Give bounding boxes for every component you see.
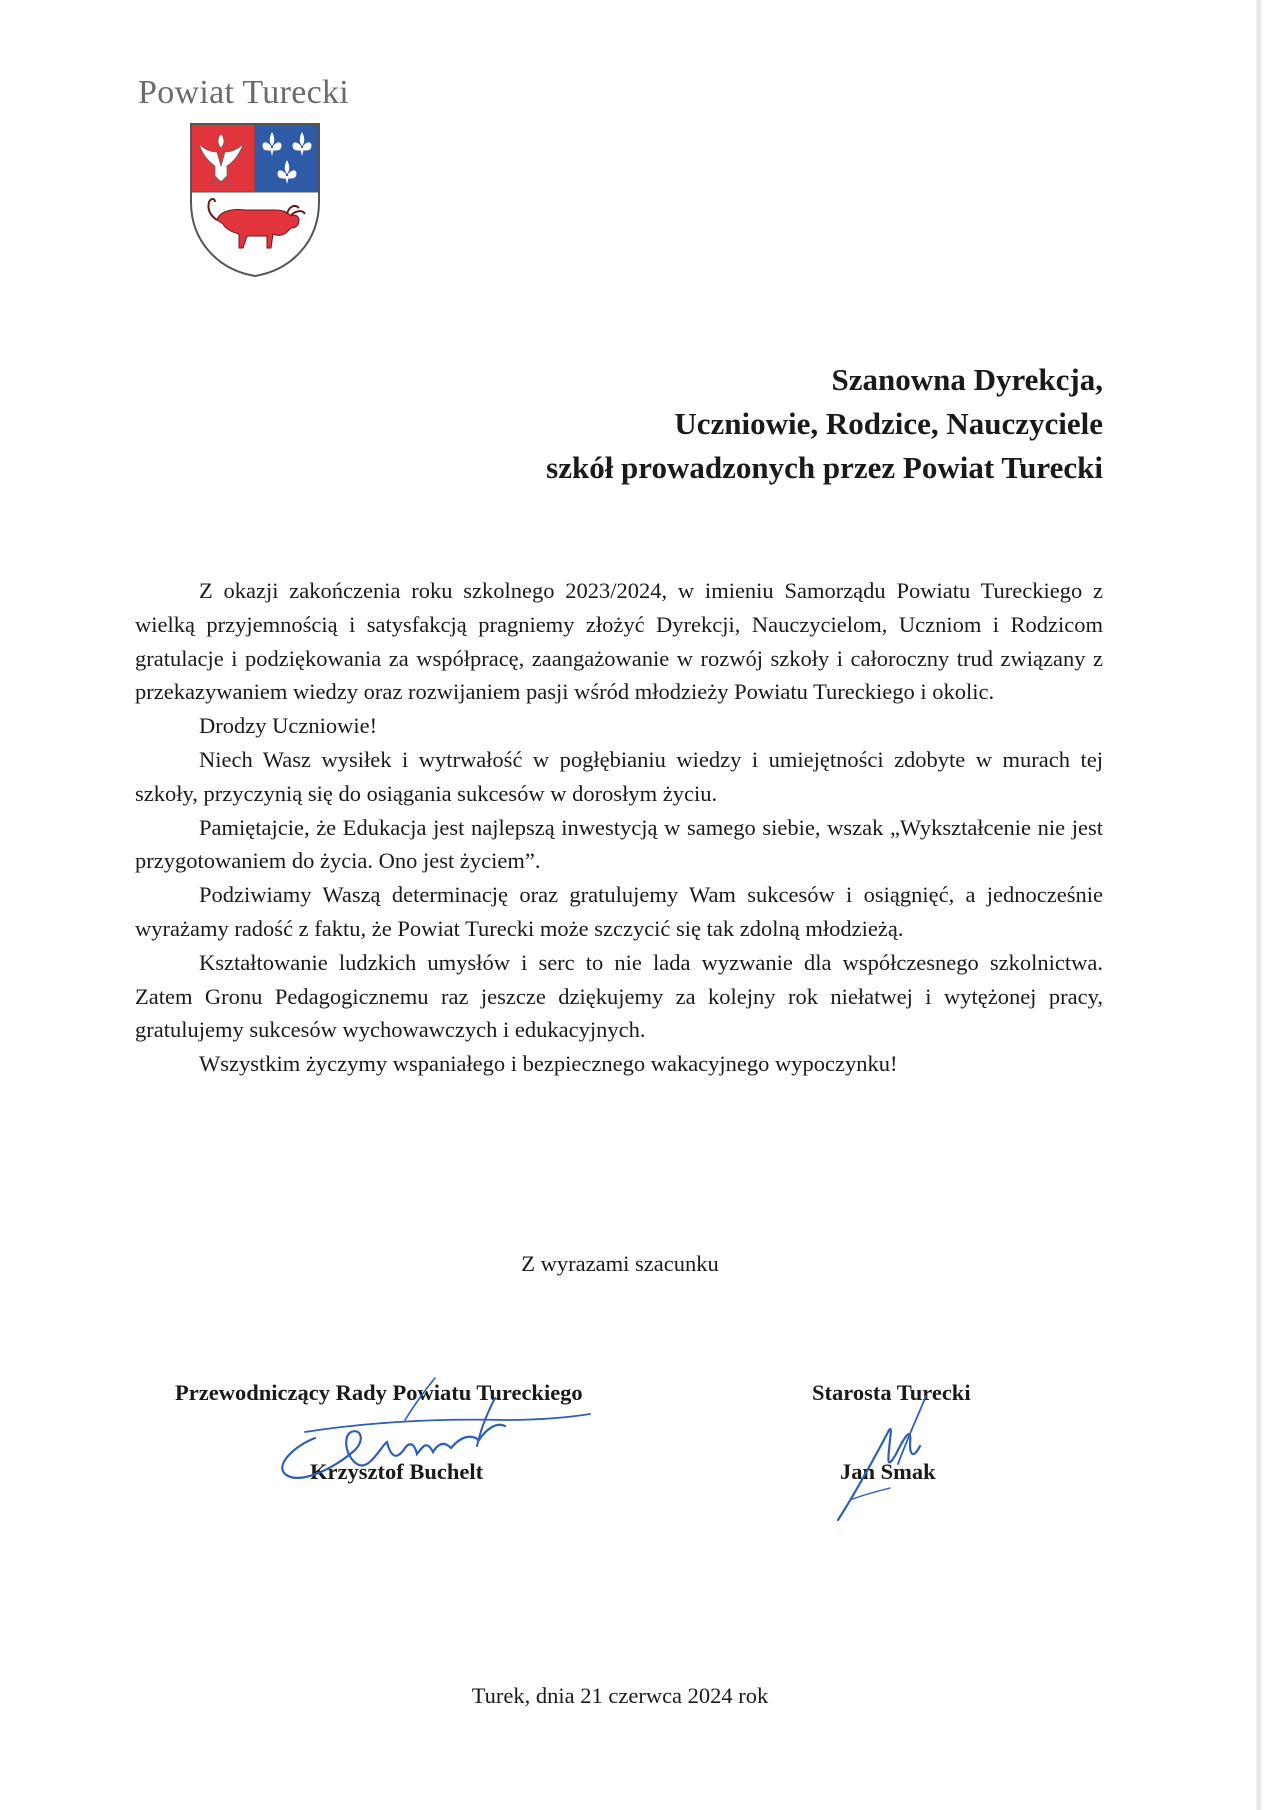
salutation-line: Uczniowie, Rodzice, Nauczyciele xyxy=(674,406,1103,441)
body-paragraph: Niech Wasz wysiłek i wytrwałość w pogłębianiu wiedzy i umiejętności zdobyte w murach tej szkoły, przyczynią się do osiągania sukcesów w dorosłym życiu. xyxy=(135,746,1103,806)
body-paragraph: Wszystkim życzymy wspaniałego i bezpiecznego wakacyjnego wypoczynku! xyxy=(199,1051,898,1077)
page-edge xyxy=(1256,0,1262,1810)
document-date: Turek, dnia 21 czerwca 2024 rok xyxy=(471,1683,769,1708)
right-signatory-title: Starosta Turecki xyxy=(812,1380,971,1405)
salutation-line: szkół prowadzonych przez Powiat Turecki xyxy=(546,450,1103,485)
handwritten-signature-left xyxy=(265,1368,605,1498)
left-signatory-name: Krzysztof Buchelt xyxy=(310,1459,484,1484)
coat-of-arms-icon xyxy=(187,120,323,280)
letter-body xyxy=(135,574,1103,1081)
handwritten-signature-right xyxy=(830,1380,960,1530)
right-signatory-name: Jan Smak xyxy=(840,1459,936,1484)
closing-phrase: Z wyrazami szacunku xyxy=(521,1251,719,1276)
body-paragraph: Z okazji zakończenia roku szkolnego 2023/2024, w imieniu Samorządu Powiatu Tureckiego z wielką przyjemnością i satysfakcją pragniemy złożyć Dyrekcji, Nauczycielom, Uczniom i Rodzicom gratulacje i podziękowania za współpracę, zaangażowanie w rozwój szkoły i całoroczny trud związany z przekazywaniem wiedzy oraz rozwijaniem pasji wśród młodzieży Powiatu Tureckiego i okolic. xyxy=(135,578,1103,705)
left-signatory-title: Przewodniczący Rady Powiatu Tureckiego xyxy=(175,1380,583,1405)
salutation-line: Szanowna Dyrekcja, xyxy=(831,362,1103,397)
body-paragraph: Drodzy Uczniowie! xyxy=(199,713,378,739)
salutation xyxy=(300,358,1103,490)
body-paragraph: Podziwiamy Waszą determinację oraz gratulujemy Wam sukcesów i osiągnięć, a jednocześnie wyrażamy radość z faktu, że Powiat Turecki może szczycić się tak zdolną młodzieżą. xyxy=(135,882,1103,941)
brand-name: Powiat Turecki xyxy=(138,74,350,111)
body-paragraph: Pamiętajcie, że Edukacja jest najlepszą inwestycją w samego siebie, wszak „Wykształcenie nie jest przygotowaniem do życia. Ono jest życiem”. xyxy=(135,814,1103,874)
body-paragraph: Kształtowanie ludzkich umysłów i serc to nie lada wyzwanie dla współczesnego szkolnictwa. Zatem Gronu Pedagogicznemu raz jeszcze dziękujemy za kolejny rok niełatwej i wytężonej pracy, gratulujemy sukcesów wychowawczych i edukacyjnych. xyxy=(135,949,1103,1043)
